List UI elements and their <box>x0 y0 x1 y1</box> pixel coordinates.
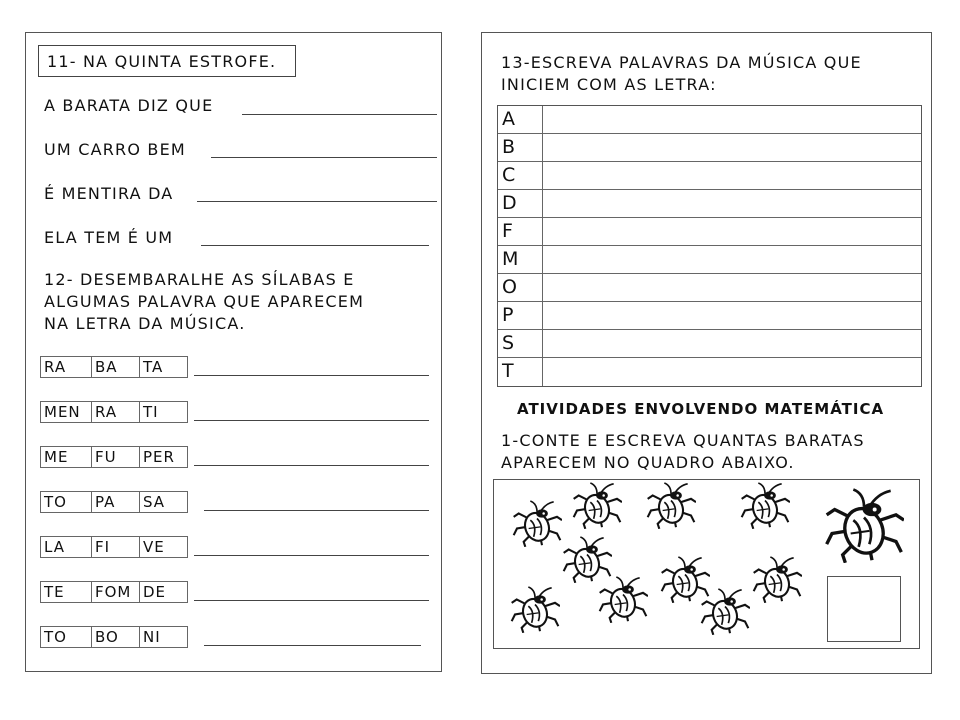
letter-answer-field[interactable] <box>544 106 921 133</box>
row-divider <box>542 162 543 189</box>
letter-label: D <box>502 192 517 214</box>
syllable-cell: MEN <box>44 403 81 421</box>
row-divider <box>542 358 543 386</box>
answer-line[interactable] <box>194 420 429 421</box>
letter-answer-field[interactable] <box>544 246 921 273</box>
cockroach-count-box <box>493 479 920 649</box>
syllable-cell: ME <box>44 448 69 466</box>
syllable-box <box>40 581 188 603</box>
syllable-cell: RA <box>44 358 67 376</box>
letter-row <box>498 330 921 358</box>
letter-row <box>498 358 921 386</box>
syllable-cell: FU <box>91 447 139 467</box>
letter-answer-field[interactable] <box>544 162 921 189</box>
question-12-line-3: NA LETRA DA MÚSICA. <box>44 314 246 333</box>
letter-answer-field[interactable] <box>544 134 921 161</box>
question-1-line-1: 1-CONTE E ESCREVA QUANTAS BARATAS <box>501 431 865 450</box>
row-divider <box>542 274 543 301</box>
letter-row <box>498 302 921 330</box>
syllable-box <box>40 446 188 468</box>
letter-label: C <box>502 164 516 186</box>
syllable-cell: TO <box>44 493 67 511</box>
syllable-cell: FOM <box>91 582 139 602</box>
syllable-box <box>40 401 188 423</box>
letter-label: P <box>502 304 514 326</box>
cockroach-icon <box>646 482 696 529</box>
question-1-line-2: APARECEM NO QUADRO ABAIXO. <box>501 453 795 472</box>
row-divider <box>542 106 543 133</box>
syllable-cell: BA <box>91 357 139 377</box>
syllable-cell: RA <box>91 402 139 422</box>
cockroach-icon <box>572 482 622 529</box>
syllable-cell: TA <box>139 357 187 377</box>
syllable-box <box>40 491 188 513</box>
left-worksheet-panel <box>25 32 442 672</box>
answer-line[interactable] <box>242 114 437 115</box>
cockroach-icon <box>510 586 560 633</box>
question-12-line-1: 12- DESEMBARALHE AS SÍLABAS E <box>44 270 355 289</box>
math-heading: ATIVIDADES ENVOLVENDO MATEMÁTICA <box>517 400 885 418</box>
syllable-box <box>40 356 188 378</box>
letter-label: T <box>502 360 514 382</box>
answer-line[interactable] <box>197 201 437 202</box>
letter-label: O <box>502 276 517 298</box>
syllable-cell: BO <box>91 627 139 647</box>
row-divider <box>542 190 543 217</box>
syllable-box <box>40 536 188 558</box>
letter-label: F <box>502 220 513 242</box>
answer-line[interactable] <box>194 375 429 376</box>
answer-line[interactable] <box>194 555 429 556</box>
question-11-box <box>38 45 296 77</box>
letter-label: S <box>502 332 515 354</box>
letter-answer-field[interactable] <box>544 274 921 301</box>
cockroach-icon <box>752 556 802 603</box>
count-answer-box[interactable] <box>827 576 901 642</box>
letter-row <box>498 190 921 218</box>
letter-label: A <box>502 108 515 130</box>
right-worksheet-panel <box>481 32 932 674</box>
syllable-cell: PER <box>139 447 187 467</box>
row-divider <box>542 330 543 357</box>
syllable-box <box>40 626 188 648</box>
cockroach-icon <box>740 482 790 529</box>
letter-label: B <box>502 136 516 158</box>
syllable-cell: DE <box>139 582 187 602</box>
row-divider <box>542 246 543 273</box>
syllable-cell: TO <box>44 628 67 646</box>
prompt-text: UM CARRO BEM <box>44 140 186 159</box>
letter-row <box>498 106 921 134</box>
cockroach-icon <box>700 588 750 635</box>
prompt-text: A BARATA DIZ QUE <box>44 96 214 115</box>
letter-answer-field[interactable] <box>544 358 921 386</box>
row-divider <box>542 218 543 245</box>
question-11-title: 11- NA QUINTA ESTROFE. <box>47 52 277 71</box>
letter-row <box>498 274 921 302</box>
row-divider <box>542 134 543 161</box>
prompt-text: ELA TEM É UM <box>44 228 174 247</box>
syllable-cell: FI <box>91 537 139 557</box>
question-13-line-2: INICIEM COM AS LETRA: <box>501 75 717 94</box>
letters-table <box>497 105 922 387</box>
letter-answer-field[interactable] <box>544 302 921 329</box>
cockroach-icon <box>824 488 904 563</box>
question-13-line-1: 13-ESCREVA PALAVRAS DA MÚSICA QUE <box>501 53 862 72</box>
syllable-cell: LA <box>44 538 65 556</box>
prompt-text: É MENTIRA DA <box>44 184 174 203</box>
letter-answer-field[interactable] <box>544 218 921 245</box>
syllable-cell: TE <box>44 583 65 601</box>
letter-row <box>498 134 921 162</box>
row-divider <box>542 302 543 329</box>
letter-label: M <box>502 248 519 270</box>
letter-answer-field[interactable] <box>544 330 921 357</box>
cockroach-icon <box>512 500 562 547</box>
syllable-cell: VE <box>139 537 187 557</box>
answer-line[interactable] <box>194 600 429 601</box>
letter-row <box>498 162 921 190</box>
question-12-line-2: ALGUMAS PALAVRA QUE APARECEM <box>44 292 365 311</box>
answer-line[interactable] <box>211 157 437 158</box>
letter-answer-field[interactable] <box>544 190 921 217</box>
syllable-cell: PA <box>91 492 139 512</box>
answer-line[interactable] <box>204 645 421 646</box>
syllable-cell: TI <box>139 402 187 422</box>
cockroach-icon <box>598 576 648 623</box>
letter-row <box>498 218 921 246</box>
answer-line[interactable] <box>204 510 429 511</box>
answer-line[interactable] <box>201 245 429 246</box>
syllable-cell: SA <box>139 492 187 512</box>
syllable-cell: NI <box>139 627 187 647</box>
answer-line[interactable] <box>194 465 429 466</box>
letter-row <box>498 246 921 274</box>
